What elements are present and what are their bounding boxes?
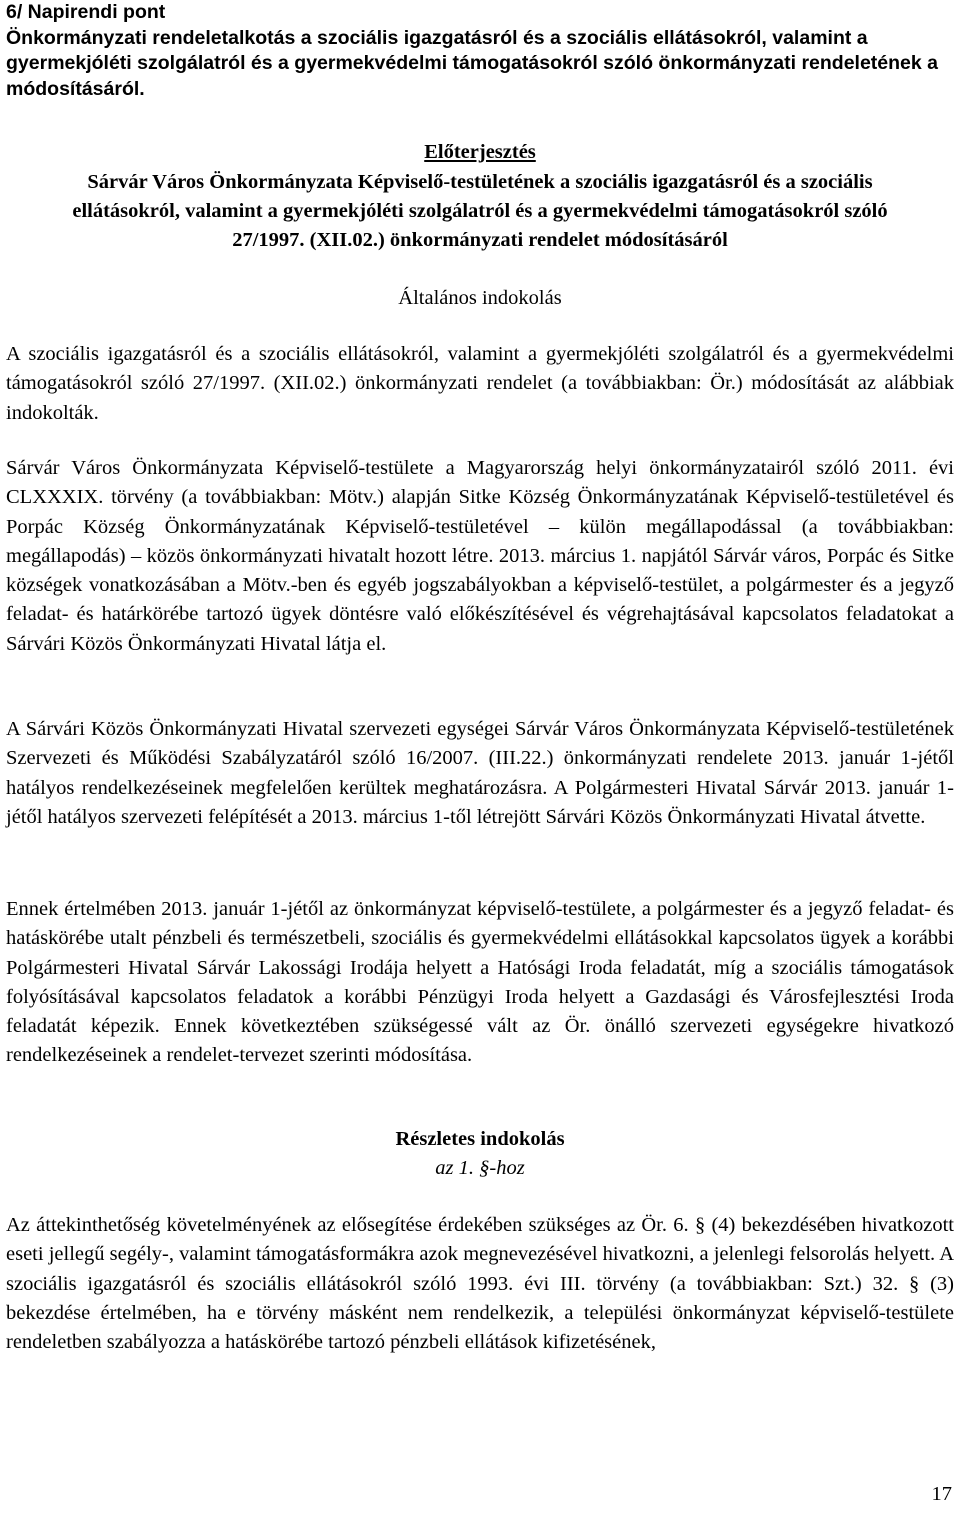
page-number: 17 (931, 1483, 952, 1505)
general-paragraph-4: Ennek értelmében 2013. január 1-jétől az önkormányzat képviselő-testülete, a polgármester és a jegyző feladat- és hatáskörébe utalt pénzbeli és természetbeli, szociális és gyermekvédelmi ellátásokkal kapcsolatos ügyek a korábbi Polgármesteri Hivatal Sárvár Lakossági Irodája helyett a Hatósági Iroda feladatát, míg a szociális támogatások folyósításával kapcsolatos feladatok a korábbi Pénzügyi Iroda helyett a Gazdasági és Városfejlesztési Iroda feladatát képezik. Ennek következtében szükségessé vált az Ör. önálló szervezeti egységekre hivatkozó rendelkezéseinek a rendelet-tervezet szerinti módosítása. (6, 898, 954, 1067)
detailed-paragraph: Az áttekinthetőség követelményének az elősegítése érdekében szükséges az Ör. 6. § (4) bekezdésében hivatkozott eseti jellegű segély-, valamint támogatásformákra azok megnevezésével hivatkozni, a jelenlegi felsorolás helyett. A szociális igazgatásról és szociális ellátásokról szóló 1993. évi III. törvény (a továbbiakban: Szt.) 32. § (3) bekezdése értelmében, ha e törvény másként nem rendelkezik, a települési önkormányzat képviselő-testülete rendeletben szabályozza a hatáskörébe tartozó pénzbeli ellátások kifizetésének, (6, 1214, 954, 1354)
detailed-justification-heading: Részletes indokolás (395, 1128, 565, 1150)
proposal-heading: Előterjesztés (424, 141, 536, 163)
general-justification-heading: Általános indokolás (398, 287, 562, 309)
agenda-number: 6/ Napirendi pont (6, 1, 166, 23)
general-paragraph-1: A szociális igazgatásról és a szociális ellátásokról, valamint a gyermekjóléti szolgálatról és a gyermekvédelmi támogatásokról szóló 27/1997. (XII.02.) önkormányzati rendelet (a továbbiakban: Ör.) módosítását az alábbiak indokolták. (6, 343, 954, 424)
proposal-subtitle: Sárvár Város Önkormányzata Képviselő-testületének a szociális igazgatásról és a szociális ellátásokról, valamint a gyermekjóléti szolgálatról és a gyermekvédelmi támogatásokról szóló 27/1997. (XII.02.) önkormányzati rendelet módosításáról (72, 171, 888, 251)
general-paragraph-2: Sárvár Város Önkormányzata Képviselő-testülete a Magyarország helyi önkormányzatairól szóló 2011. évi CLXXXIX. törvény (a továbbiakban: Mötv.) alapján Sitke Község Önkormányzatának Képviselő-testületével és Porpác Község Önkormányzatának Képviselő-testületével – külön megállapodással (a továbbiakban: megállapodás) – közös önkormányzati hivatalt hozott létre. 2013. március 1. napjától Sárvár város, Porpác és Sitke községek vonatkozásában a Mötv.-ben és egyéb jogszabályokban a képviselő-testület, a polgármester és a jegyző feladat- és határkörébe tartozó ügyek döntésre való előkészítésével és végrehajtásával kapcsolatos feladatokat a Sárvári Közös Önkormányzati Hivatal látja el. (6, 457, 954, 655)
proposal-heading-line (0, 138, 960, 167)
agenda-block (6, 0, 956, 102)
general-paragraph-3: A Sárvári Közös Önkormányzati Hivatal szervezeti egységei Sárvár Város Önkormányzata Képviselő-testületének Szervezeti és Működési Szabályzatáról szóló 16/2007. (III.22.) önkormányzati rendelete 2013. január 1-jétől hatályos rendelkezéseinek megfelelően kerültek meghatározásra. A Polgármesteri Hivatal Sárvár 2013. január 1-jétől hatályos szervezeti felépítését a 2013. március 1-től létrejött Sárvári Közös Önkormányzati Hivatal átvette. (6, 718, 954, 828)
section-label: az 1. §-hoz (435, 1157, 525, 1179)
agenda-title: Önkormányzati rendeletalkotás a szociális igazgatásról és a szociális ellátásokról, valamint a gyermekjóléti szolgálatról és a gyermekvédelmi támogatásokról szóló önkormányzati rendeletének a módosításáról. (6, 26, 939, 100)
